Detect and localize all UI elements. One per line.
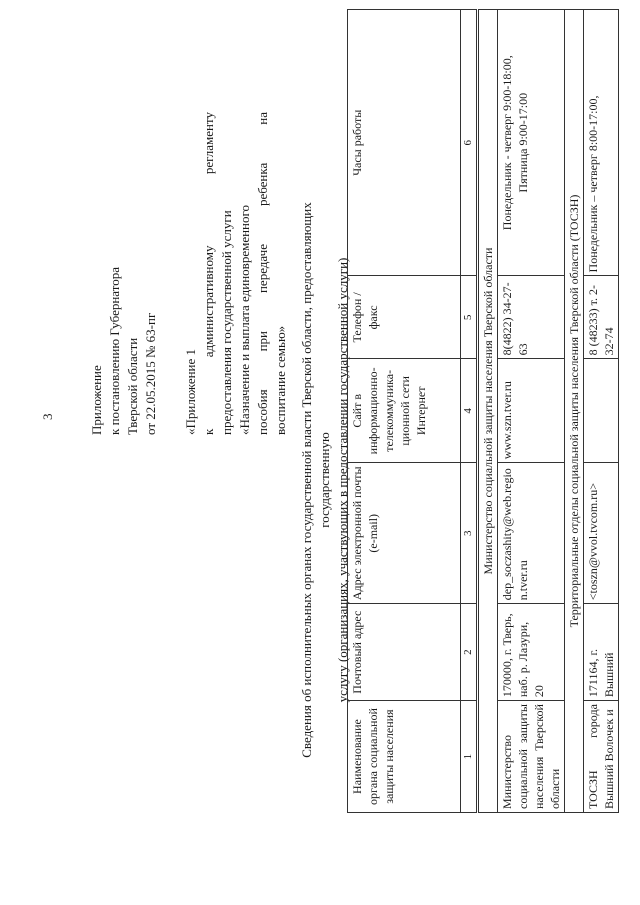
table-heading: [298, 160, 352, 800]
cell-phone: 8(4822) 34-27-63: [498, 276, 565, 359]
cell-hours: Понедельник – четверг 8:00-17:00,: [584, 10, 619, 276]
cell-email: <toszn@vvol.tvcom.ru>: [584, 463, 619, 604]
col-number: 2: [461, 604, 478, 701]
section-title: Территориальные отделы социальной защиты населения Тверской области (ТОСЗН): [565, 10, 584, 813]
appendix-line: от 22.05.2015 № 63-пг: [143, 312, 158, 435]
appendix-line: Приложение: [89, 365, 104, 435]
regulation-line: «Приложение 1: [183, 348, 198, 435]
page-number: 3: [40, 413, 55, 420]
cell-site: [584, 359, 619, 463]
section-row: [478, 10, 498, 813]
col-number: 1: [461, 701, 478, 813]
cell-address: 171164, г. Вышний: [584, 604, 619, 701]
cell-email: dep_soczashity@web.region.tver.ru: [498, 463, 565, 604]
regulation-line: пособия при передаче ребенка на: [255, 112, 270, 435]
col-header-name: Наименование органа социальной защиты населения: [348, 701, 461, 813]
section-title: Министерство социальной защиты населения Тверской области: [478, 10, 498, 813]
col-number: 5: [461, 276, 478, 359]
col-number: 3: [461, 463, 478, 604]
regulation-line: воспитание семью»: [273, 325, 288, 435]
cell-phone: 8 (48233) т. 2-32-74: [584, 276, 619, 359]
appendix-block: [88, 235, 160, 435]
col-header-address: Почтовый адрес: [348, 604, 461, 701]
regulation-block: [182, 112, 290, 435]
cell-address: 170000, г. Тверь, наб. р. Лазури, 20: [498, 604, 565, 701]
col-header-phone: Телефон / факс: [348, 276, 461, 359]
appendix-line: Тверской области: [125, 337, 140, 435]
hours-line: Понедельник - четверг 9:00-18:00,: [500, 55, 514, 231]
appendix-line: к постановлению Губернатора: [107, 266, 122, 435]
agencies-table: [347, 9, 619, 813]
hours-line: Пятница 9:00-17:00: [516, 92, 530, 193]
regulation-line: «Назначение и выплата единовременного: [237, 204, 252, 435]
header-row: [348, 10, 461, 813]
col-number: 4: [461, 359, 478, 463]
cell-site: www.szn.tver.ru: [498, 359, 565, 463]
heading-line: услугу (организациях, участвующих в предоставлении государственной услуги): [335, 257, 350, 703]
table-row: [584, 10, 619, 813]
regulation-line: к административному регламенту: [201, 112, 216, 435]
section-row: [565, 10, 584, 813]
heading-line: Сведения об исполнительных органах государственной власти Тверской области, предоставляющих государственную: [299, 202, 332, 758]
col-header-hours: Часы работы: [348, 10, 461, 276]
col-number: 6: [461, 10, 478, 276]
regulation-line: предоставления государственной услуги: [219, 210, 234, 435]
cell-name: ТОСЗН города Вышний Волочек и: [584, 701, 619, 813]
cell-name: Министерство социальной защиты населения Тверской области: [498, 701, 565, 813]
table-row: [498, 10, 565, 813]
column-number-row: [461, 10, 478, 813]
col-header-email: Адрес электронной почты (e-mail): [348, 463, 461, 604]
col-header-site: Сайт в информационно-телекоммуника-ционной сети Интернет: [348, 359, 461, 463]
cell-hours: [498, 10, 565, 276]
